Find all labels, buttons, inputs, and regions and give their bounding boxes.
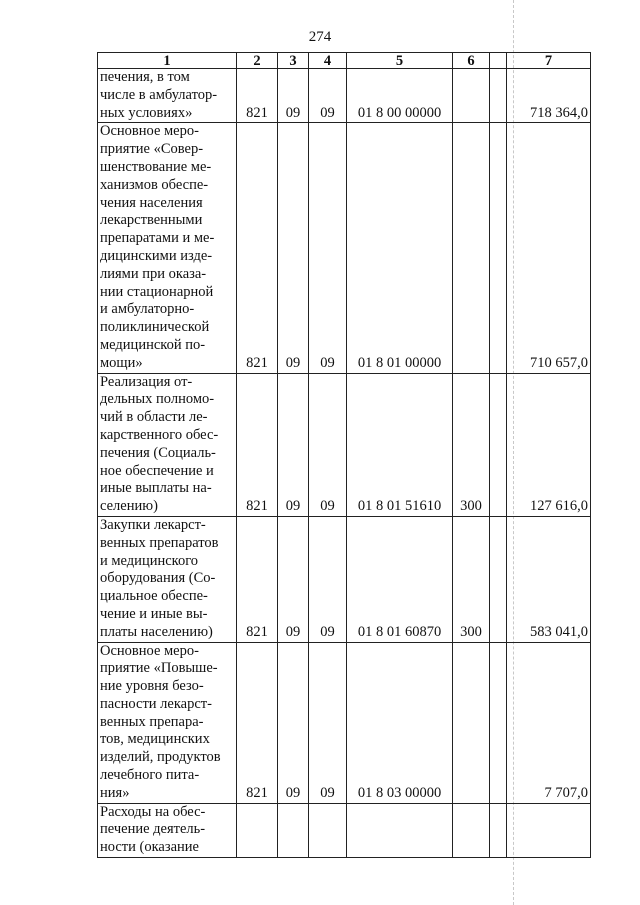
row-name: печения, в том числе в амбулатор- ных условиях» (100, 69, 218, 121)
expense-type-code: 300 (453, 373, 490, 516)
ministry-code: 821 (237, 373, 278, 516)
row-name-cell (98, 516, 237, 642)
gap-cell (490, 642, 507, 803)
amount: 718 364,0 (507, 69, 591, 123)
target-article-code: 01 8 01 00000 (347, 123, 453, 373)
section-code: 09 (278, 642, 309, 803)
section-code: 09 (278, 123, 309, 373)
row-name: Основное меро- приятие «Повыше- ние уровня безо- пасности лекарст- венных препара- тов, медицинских изделий, продуктов лечебного пита- ния» (100, 642, 221, 801)
column-header: 1 (98, 53, 237, 69)
amount (507, 803, 591, 857)
gap-cell (490, 803, 507, 857)
target-article-code: 01 8 03 00000 (347, 642, 453, 803)
ministry-code: 821 (237, 123, 278, 373)
subsection-code: 09 (309, 373, 347, 516)
gap-cell (490, 69, 507, 123)
table-header-row (98, 53, 591, 69)
section-code (278, 803, 309, 857)
ministry-code: 821 (237, 69, 278, 123)
column-header: 3 (278, 53, 309, 69)
expense-type-code (453, 69, 490, 123)
target-article-code: 01 8 00 00000 (347, 69, 453, 123)
row-name-cell (98, 803, 237, 857)
table-row (98, 373, 591, 516)
table-row (98, 516, 591, 642)
row-name: Расходы на обес- печение деятель- ности (оказание (100, 803, 206, 856)
table-row (98, 642, 591, 803)
amount: 127 616,0 (507, 373, 591, 516)
amount: 583 041,0 (507, 516, 591, 642)
subsection-code: 09 (309, 642, 347, 803)
section-code: 09 (278, 516, 309, 642)
row-name-cell (98, 642, 237, 803)
expense-type-code: 300 (453, 516, 490, 642)
expense-type-code (453, 803, 490, 857)
column-header: 2 (237, 53, 278, 69)
amount: 7 707,0 (507, 642, 591, 803)
row-name: Основное меро- приятие «Совер- шенствование ме- ханизмов обеспе- чения населения лекарственными препаратами и ме- дицинскими изде- лиями при оказа- нии стационарной и амбулаторно- поликлинической медицинской по- мощи» (100, 123, 215, 371)
page-number: 274 (308, 29, 332, 45)
row-name: Закупки лекарст- венных препаратов и медицинского оборудования (Со- циальное обеспе- чение и иные вы- платы населению) (100, 516, 219, 640)
row-name-cell (98, 373, 237, 516)
ministry-code: 821 (237, 516, 278, 642)
subsection-code: 09 (309, 69, 347, 123)
target-article-code (347, 803, 453, 857)
table-row (98, 69, 591, 123)
subsection-code (309, 803, 347, 857)
budget-table (97, 52, 591, 858)
section-code: 09 (278, 69, 309, 123)
subsection-code: 09 (309, 123, 347, 373)
table-row (98, 123, 591, 373)
gap-cell (490, 516, 507, 642)
ministry-code (237, 803, 278, 857)
section-code: 09 (278, 373, 309, 516)
column-header: 5 (347, 53, 453, 69)
row-name-cell (98, 123, 237, 373)
column-header: 4 (309, 53, 347, 69)
row-name: Реализация от- дельных полномо- чий в области ле- карственного обес- печения (Социаль- ное обеспечение и иные выплаты на- селению) (100, 373, 219, 515)
column-header: 6 (453, 53, 490, 69)
expense-type-code (453, 123, 490, 373)
table-row (98, 803, 591, 857)
gap-cell (490, 123, 507, 373)
column-header-gap (490, 53, 507, 69)
target-article-code: 01 8 01 51610 (347, 373, 453, 516)
target-article-code: 01 8 01 60870 (347, 516, 453, 642)
row-name-cell (98, 69, 237, 123)
gap-cell (490, 373, 507, 516)
subsection-code: 09 (309, 516, 347, 642)
expense-type-code (453, 642, 490, 803)
ministry-code: 821 (237, 642, 278, 803)
column-header: 7 (507, 53, 591, 69)
amount: 710 657,0 (507, 123, 591, 373)
